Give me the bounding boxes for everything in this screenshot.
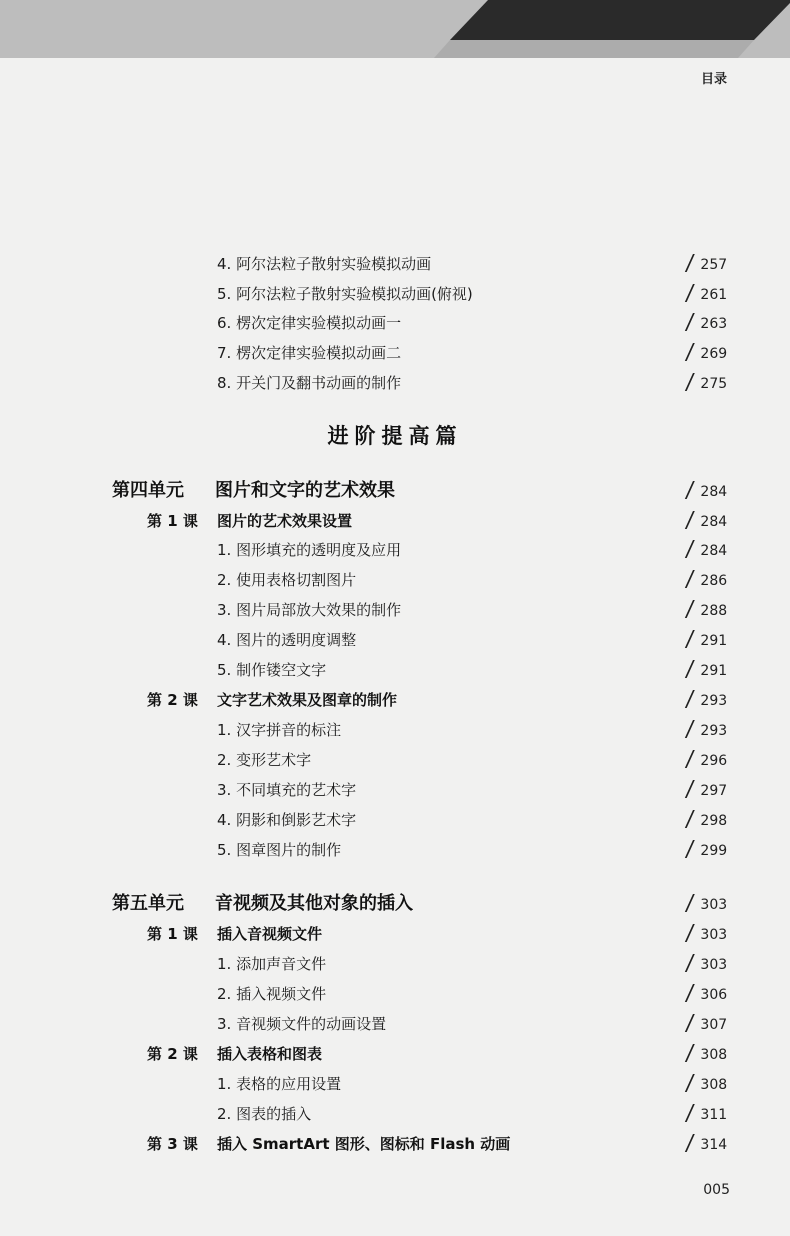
toc-page-ref: / 296 <box>684 747 728 772</box>
toc-item[interactable] <box>0 311 790 335</box>
toc-item-label: 4. 阿尔法粒子散射实验模拟动画 <box>217 255 432 273</box>
toc-item-label: 2. 变形艺术字 <box>217 751 312 769</box>
toc-item[interactable] <box>0 252 790 276</box>
toc-item-label: 1. 表格的应用设置 <box>217 1075 342 1093</box>
toc-page-number: 298 <box>700 813 728 829</box>
toc-item-label: 5. 阿尔法粒子散射实验模拟动画(俯视) <box>217 285 473 303</box>
toc-page-ref: / 293 <box>684 717 728 742</box>
toc-item[interactable] <box>0 371 790 395</box>
toc-page-number: 269 <box>700 346 728 362</box>
toc-page-ref: / 257 <box>684 251 728 276</box>
toc-page-ref: / 288 <box>684 597 728 622</box>
toc-item-label: 2. 使用表格切割图片 <box>217 571 357 589</box>
toc-page-number: 306 <box>700 987 728 1003</box>
toc-page-ref: / 284 <box>684 478 728 503</box>
toc-page-number: 291 <box>700 633 728 649</box>
toc-lesson[interactable] <box>0 509 790 533</box>
toc-item[interactable] <box>0 718 790 742</box>
unit-title: 音视频及其他对象的插入 <box>215 893 413 914</box>
toc-item-label: 1. 添加声音文件 <box>217 955 327 973</box>
toc-page-number: 284 <box>700 484 728 500</box>
toc-page-number: 303 <box>700 957 728 973</box>
toc-item-label: 5. 制作镂空文字 <box>217 661 327 679</box>
toc-page-ref: / 308 <box>684 1071 728 1096</box>
lesson-number: 第 2 课 <box>147 691 198 709</box>
toc-item-label: 4. 阴影和倒影艺术字 <box>217 811 357 829</box>
toc-unit[interactable] <box>0 479 790 503</box>
toc-page-ref: / 303 <box>684 921 728 946</box>
toc-lesson[interactable] <box>0 1042 790 1066</box>
toc-page-number: 275 <box>700 376 728 392</box>
toc-unit[interactable] <box>0 892 790 916</box>
toc-item-label: 8. 开关门及翻书动画的制作 <box>217 374 402 392</box>
toc-page-number: 261 <box>700 287 728 303</box>
unit-title: 图片和文字的艺术效果 <box>215 480 395 501</box>
toc-item-label: 1. 汉字拼音的标注 <box>217 721 342 739</box>
toc-item-label: 3. 音视频文件的动画设置 <box>217 1015 387 1033</box>
toc-page-ref: / 297 <box>684 777 728 802</box>
toc-page-number: 293 <box>700 693 728 709</box>
toc-page-number: 311 <box>700 1107 728 1123</box>
toc-item[interactable] <box>0 568 790 592</box>
lesson-title: 插入 SmartArt 图形、图标和 Flash 动画 <box>217 1135 511 1153</box>
lesson-number: 第 1 课 <box>147 925 198 943</box>
toc-page-number: 299 <box>700 843 728 859</box>
toc-item-label: 5. 图章图片的制作 <box>217 841 342 859</box>
lesson-title: 插入音视频文件 <box>217 925 323 943</box>
toc-item-label: 2. 插入视频文件 <box>217 985 327 1003</box>
toc-page-ref: / 261 <box>684 281 728 306</box>
toc-page-ref: / 303 <box>684 891 728 916</box>
toc-page-ref: / 284 <box>684 508 728 533</box>
lesson-number: 第 2 课 <box>147 1045 198 1063</box>
toc-page-ref: / 311 <box>684 1101 728 1126</box>
lesson-number: 第 1 课 <box>147 512 198 530</box>
header-title: 目录 <box>700 72 727 87</box>
toc-page-ref: / 308 <box>684 1041 728 1066</box>
toc-lesson[interactable] <box>0 688 790 712</box>
toc-page-number: 257 <box>700 257 728 273</box>
toc-page-ref: / 275 <box>684 370 728 395</box>
toc-page-ref: / 286 <box>684 567 728 592</box>
toc-page-number: 308 <box>700 1047 728 1063</box>
footer-page-number: 005 <box>703 1182 730 1198</box>
toc-item[interactable] <box>0 1012 790 1036</box>
toc-page-ref: / 314 <box>684 1131 728 1156</box>
toc-item[interactable] <box>0 282 790 306</box>
toc-page-number: 303 <box>700 927 728 943</box>
toc-page-number: 297 <box>700 783 728 799</box>
toc-item[interactable] <box>0 598 790 622</box>
toc-item[interactable] <box>0 538 790 562</box>
toc-item[interactable] <box>0 748 790 772</box>
toc-page-ref: / 293 <box>684 687 728 712</box>
unit-number: 第四单元 <box>112 480 184 501</box>
toc-page-ref: / 284 <box>684 537 728 562</box>
toc-page-number: 296 <box>700 753 728 769</box>
toc-item[interactable] <box>0 1102 790 1126</box>
toc-item[interactable] <box>0 628 790 652</box>
toc-page-number: 308 <box>700 1077 728 1093</box>
lesson-title: 插入表格和图表 <box>217 1045 323 1063</box>
toc-page-ref: / 269 <box>684 340 728 365</box>
toc-item[interactable] <box>0 341 790 365</box>
toc-item[interactable] <box>0 778 790 802</box>
toc-item[interactable] <box>0 982 790 1006</box>
lesson-title: 文字艺术效果及图章的制作 <box>217 691 398 709</box>
toc-item[interactable] <box>0 808 790 832</box>
lesson-number: 第 3 课 <box>147 1135 198 1153</box>
toc-item-label: 3. 图片局部放大效果的制作 <box>217 601 402 619</box>
toc-page-number: 293 <box>700 723 728 739</box>
toc-item[interactable] <box>0 952 790 976</box>
toc-item[interactable] <box>0 838 790 862</box>
lesson-title: 图片的艺术效果设置 <box>217 512 353 530</box>
toc-page-number: 284 <box>700 514 728 530</box>
toc-page-ref: / 306 <box>684 981 728 1006</box>
toc-page-ref: / 307 <box>684 1011 728 1036</box>
toc-page-ref: / 291 <box>684 627 728 652</box>
section-heading: 进阶提高篇 <box>327 424 463 448</box>
toc-item[interactable] <box>0 1072 790 1096</box>
toc-page-ref: / 291 <box>684 657 728 682</box>
toc-page-number: 284 <box>700 543 728 559</box>
toc-page-number: 303 <box>700 897 728 913</box>
toc-page-number: 291 <box>700 663 728 679</box>
toc-lesson[interactable] <box>0 922 790 946</box>
toc-item[interactable] <box>0 658 790 682</box>
toc-page-ref: / 298 <box>684 807 728 832</box>
toc-page-number: 307 <box>700 1017 728 1033</box>
toc-page-ref: / 303 <box>684 951 728 976</box>
toc-page-ref: / 299 <box>684 837 728 862</box>
toc-item-label: 3. 不同填充的艺术字 <box>217 781 357 799</box>
toc-lesson[interactable] <box>0 1132 790 1156</box>
unit-number: 第五单元 <box>112 893 184 914</box>
toc-page-number: 288 <box>700 603 728 619</box>
toc-item-label: 1. 图形填充的透明度及应用 <box>217 541 402 559</box>
toc-page-number: 286 <box>700 573 728 589</box>
toc-item-label: 2. 图表的插入 <box>217 1105 312 1123</box>
toc-item-label: 7. 楞次定律实验模拟动画二 <box>217 344 402 362</box>
toc-item-label: 6. 楞次定律实验模拟动画一 <box>217 314 402 332</box>
toc-page-number: 263 <box>700 316 728 332</box>
toc-page-number: 314 <box>700 1137 728 1153</box>
toc-item-label: 4. 图片的透明度调整 <box>217 631 357 649</box>
toc-page-ref: / 263 <box>684 310 728 335</box>
